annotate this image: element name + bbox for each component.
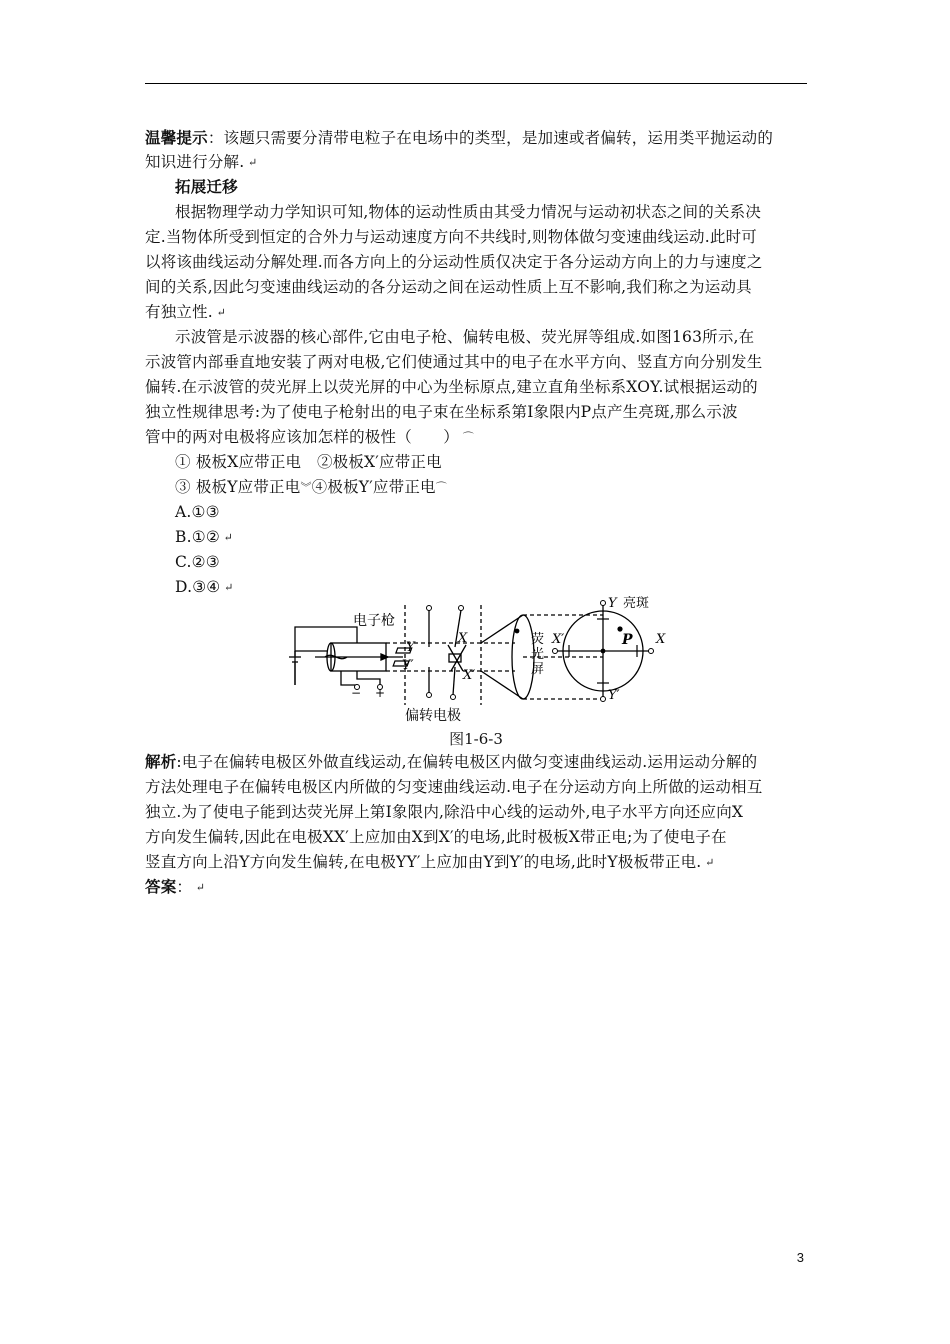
label-plus: +: [375, 686, 386, 700]
paragraph-mark-icon: ↵: [220, 581, 234, 594]
paragraph-mark-icon: ⌒: [435, 481, 447, 494]
paragraph-mark-icon: ↵: [192, 881, 206, 894]
bright-spot-icon: [617, 626, 622, 631]
para1-line: 以将该曲线运动分解处理.而各方向上的分运动性质仅决定于各分运动方向上的力与速度之: [145, 253, 763, 271]
header-rule: [145, 83, 807, 84]
section-title: 拓展迁移: [175, 177, 238, 196]
statement-line-1: ① 极板X应带正电 ②极板X′应带正电: [175, 453, 442, 471]
label-Xp-plate: X′: [463, 668, 476, 683]
paragraph-mark-icon: ︾: [300, 481, 312, 494]
paragraph-mark-icon: ⌒: [459, 431, 474, 444]
para2-line: 管中的两对电极将应该加怎样的极性（ ） ⌒: [145, 428, 474, 446]
option-b: B.①② ↵: [175, 528, 234, 546]
paragraph-mark-icon: ↵: [219, 531, 234, 544]
analysis-line: 方向发生偏转,因此在电极XX′上应加由X到X′的电场,此时极板X带正电;为了使电子在: [145, 828, 727, 846]
label-screen-Yp: Y′: [608, 688, 620, 703]
label-X-plate: X: [458, 631, 468, 646]
analysis-line: 独立.为了使电子能到达荧光屏上第Ⅰ象限内,除沿中心线的运动外,电子水平方向还应向X: [145, 803, 744, 821]
hint-line-1: 温馨提示：该题只需要分清带电粒子在电场中的类型，是加速或者偏转，运用类平抛运动的: [145, 128, 774, 147]
para2-line: 独立性规律思考:为了使电子枪射出的电子束在坐标系第Ⅰ象限内P点产生亮斑,那么示波: [145, 403, 738, 421]
hint-line-2: 知识进行分解. ↵: [145, 153, 258, 171]
label-Y-plate: Y: [406, 640, 415, 655]
electron-spot-icon: [515, 629, 520, 634]
para1-line: 间的关系,因此匀变速曲线运动的各分运动之间在运动性质上互不影响,我们称之为运动具: [145, 278, 752, 296]
label-bright-spot: 亮斑: [623, 596, 650, 611]
page-number: 3: [796, 1250, 804, 1265]
analysis-label: 解析: [145, 752, 177, 771]
hint-label: 温馨提示: [145, 128, 208, 147]
label-screen-3: 屏: [531, 662, 545, 677]
oscilloscope-tube-figure: [285, 595, 670, 725]
label-Yp-plate: Y′: [402, 658, 414, 673]
label-screen-2: 光: [531, 647, 545, 662]
label-P: P: [622, 632, 633, 648]
label-screen-1: 荧: [531, 632, 545, 647]
statement-line-2: ③ 极板Y应带正电︾④极板Y′应带正电⌒: [175, 478, 447, 496]
option-a: A.①③: [175, 503, 220, 521]
label-deflection-electrode: 偏转电极: [405, 708, 461, 724]
para1-line: 定.当物体所受到恒定的合外力与运动速度方向不共线时,则物体做匀变速曲线运动.此时可: [145, 228, 757, 246]
analysis-line-1: 解析:电子在偏转电极区外做直线运动,在偏转电极区内做匀变速曲线运动.运用运动分解的: [145, 752, 758, 771]
option-c: C.②③: [175, 553, 220, 571]
para1-line: 有独立性. ↵: [145, 303, 227, 321]
answer-line: 答案： ↵: [145, 877, 206, 896]
label-minus: −: [351, 686, 362, 700]
option-d: D.③④ ↵: [175, 578, 234, 596]
para2-line: 示波管内部垂直地安装了两对电极,它们使通过其中的电子在水平方向、竖直方向分别发生: [145, 353, 763, 371]
label-screen-X: X: [656, 632, 666, 647]
para2-line: 偏转.在示波管的荧光屏上以荧光屏的中心为坐标原点,建立直角坐标系XOY.试根据运动的: [145, 378, 758, 396]
label-electron-gun: 电子枪: [353, 613, 395, 629]
figure-caption: 图1-6-3: [449, 730, 503, 748]
para1-line: 根据物理学动力学知识可知,物体的运动性质由其受力情况与运动初状态之间的关系决: [175, 203, 762, 221]
paragraph-mark-icon: ↵: [701, 856, 715, 869]
analysis-line: 竖直方向上沿Y方向发生偏转,在电极YY′上应加由Y到Y′的电场,此时Y极板带正电. ↵: [145, 853, 715, 871]
label-screen-Xp: X′: [552, 632, 565, 647]
paragraph-mark-icon: ↵: [244, 156, 258, 169]
label-screen-Y: Y: [608, 596, 617, 611]
paragraph-mark-icon: ↵: [212, 306, 227, 319]
analysis-line: 方法处理电子在偏转电极区内所做的匀变速曲线运动.电子在分运动方向上所做的运动相互: [145, 778, 763, 796]
answer-label: 答案: [145, 877, 177, 896]
para2-line: 示波管是示波器的核心部件,它由电子枪、偏转电极、荧光屏等组成.如图163所示,在: [175, 328, 755, 346]
